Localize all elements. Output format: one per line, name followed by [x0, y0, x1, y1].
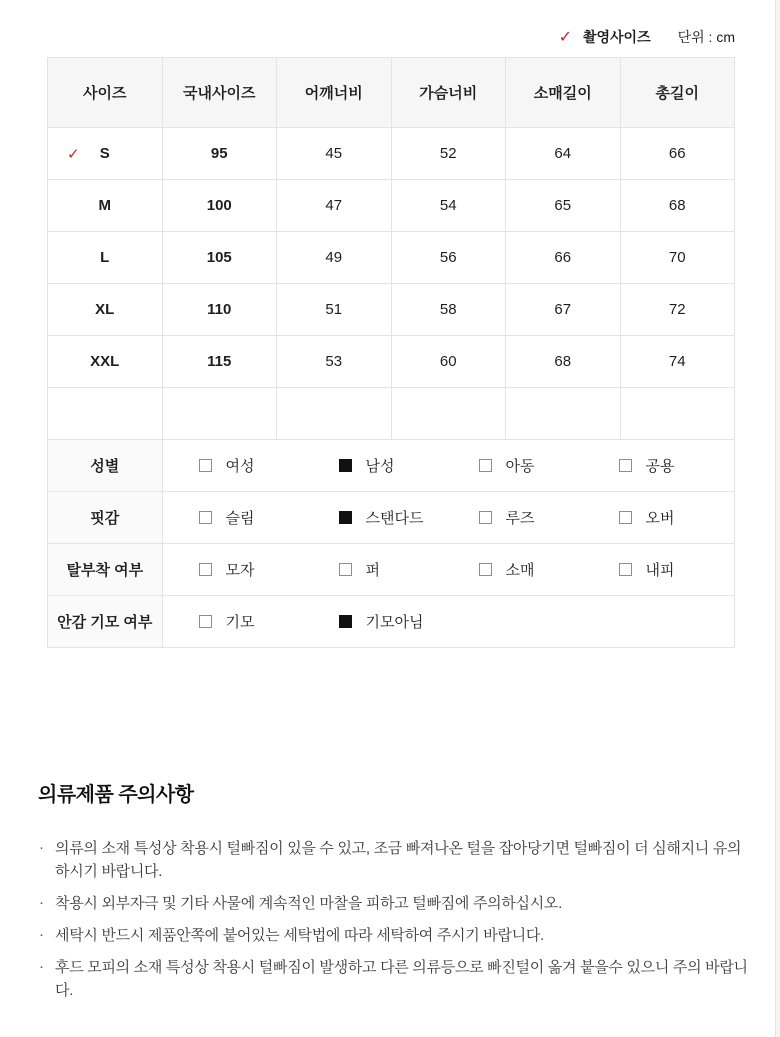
notice-section — [38, 778, 752, 1011]
measure-cell: 72 — [620, 284, 735, 336]
size-row-m — [48, 180, 735, 232]
size-label: L — [100, 249, 110, 266]
size-row-xxl — [48, 336, 735, 388]
spec-option — [619, 455, 759, 476]
measure-cell: 58 — [391, 284, 506, 336]
checkbox-unchecked-icon — [479, 511, 492, 524]
checkbox-unchecked-icon — [199, 459, 212, 472]
spec-option — [199, 507, 339, 528]
option-label: 모자 — [225, 562, 255, 579]
option-label: 퍼 — [365, 562, 380, 579]
measure-cell: 52 — [391, 128, 506, 180]
spec-option — [339, 507, 479, 528]
spec-label: 안감 기모 여부 — [48, 596, 163, 648]
spec-label: 탈부착 여부 — [48, 544, 163, 596]
size-table-head — [48, 58, 735, 128]
spec-row — [48, 544, 735, 596]
size-label: XXL — [90, 353, 120, 370]
page-edge-strip — [775, 0, 780, 1037]
notice-title: 의류제품 주의사항 — [38, 784, 194, 806]
size-name-cell — [48, 128, 163, 180]
checkbox-unchecked-icon — [199, 511, 212, 524]
size-row-xl — [48, 284, 735, 336]
options-wrap — [163, 559, 735, 580]
measure-cell: 68 — [506, 336, 621, 388]
options-wrap — [163, 455, 735, 476]
red-check-icon: ✓ — [558, 29, 572, 46]
checkbox-unchecked-icon — [199, 615, 212, 628]
checkbox-unchecked-icon — [619, 459, 632, 472]
notice-item — [38, 924, 752, 947]
option-label: 남성 — [365, 458, 395, 475]
notice-item — [38, 956, 752, 1002]
measure-cell: 51 — [277, 284, 392, 336]
size-legend — [559, 27, 735, 47]
bullet-dot-icon: · — [39, 926, 44, 943]
notice-text: 의류의 소재 특성상 착용시 털빠짐이 있을 수 있고, 조금 빠져나온 털을 잡아당기면 털빠짐이 더 심해지니 유의하시기 바랍니다. — [55, 840, 742, 880]
empty-cell — [162, 388, 277, 440]
notice-text: 착용시 외부자극 및 기타 사물에 계속적인 마찰을 피하고 털빠짐에 주의하십시오. — [55, 895, 562, 912]
measure-cell: 100 — [162, 180, 277, 232]
size-name-cell — [48, 336, 163, 388]
empty-cell — [277, 388, 392, 440]
spec-option — [619, 559, 759, 580]
spec-option — [479, 507, 619, 528]
notice-text: 세탁시 반드시 제품안쪽에 붙어있는 세탁법에 따라 세탁하여 주시기 바랍니다. — [55, 927, 544, 944]
empty-row — [48, 388, 735, 440]
option-label: 슬림 — [225, 510, 255, 527]
spec-option — [199, 611, 339, 632]
measure-cell: 105 — [162, 232, 277, 284]
option-label: 기모아님 — [365, 614, 424, 631]
measure-cell: 65 — [506, 180, 621, 232]
measure-cell: 110 — [162, 284, 277, 336]
unit-label: 단위 : cm — [677, 29, 735, 45]
measure-cell: 56 — [391, 232, 506, 284]
checkbox-unchecked-icon — [619, 511, 632, 524]
bullet-dot-icon: · — [39, 839, 44, 856]
checkbox-checked-icon — [339, 511, 352, 524]
size-table-header-row — [48, 58, 735, 128]
option-label: 공용 — [645, 458, 675, 475]
column-header-2: 어깨너비 — [277, 58, 392, 128]
options-wrap — [163, 611, 735, 632]
option-label: 스탠다드 — [365, 510, 424, 527]
notice-text: 후드 모피의 소재 특성상 착용시 털빠짐이 발생하고 다른 의류등으로 빠진털이 옮겨 붙을수 있으니 주의 바랍니다. — [55, 959, 748, 999]
bullet-dot-icon: · — [39, 958, 44, 975]
size-name-cell — [48, 180, 163, 232]
measure-cell: 60 — [391, 336, 506, 388]
legend-label: 촬영사이즈 — [582, 29, 651, 45]
spec-label: 핏감 — [48, 492, 163, 544]
notice-item — [38, 837, 752, 883]
empty-cell — [391, 388, 506, 440]
column-header-4: 소매길이 — [506, 58, 621, 128]
option-label: 루즈 — [505, 510, 535, 527]
size-label: S — [99, 145, 110, 162]
spec-options-cell — [162, 492, 735, 544]
size-name-cell — [48, 232, 163, 284]
bullet-dot-icon: · — [39, 894, 44, 911]
checkbox-unchecked-icon — [199, 563, 212, 576]
spec-label: 성별 — [48, 440, 163, 492]
spec-option — [339, 559, 479, 580]
spec-options-cell — [162, 544, 735, 596]
measure-cell: 68 — [620, 180, 735, 232]
measure-cell: 47 — [277, 180, 392, 232]
empty-cell — [48, 388, 163, 440]
size-row-s — [48, 128, 735, 180]
notice-item — [38, 892, 752, 915]
checkbox-checked-icon — [339, 615, 352, 628]
size-table-body — [48, 128, 735, 648]
measure-cell: 67 — [506, 284, 621, 336]
column-header-3: 가슴너비 — [391, 58, 506, 128]
size-name-cell — [48, 284, 163, 336]
checkbox-unchecked-icon — [339, 563, 352, 576]
spec-option — [619, 507, 759, 528]
column-header-5: 총길이 — [620, 58, 735, 128]
option-label: 기모 — [225, 614, 255, 631]
options-wrap — [163, 507, 735, 528]
option-label: 내피 — [645, 562, 675, 579]
measure-cell: 53 — [277, 336, 392, 388]
spec-option — [199, 455, 339, 476]
selected-check-icon: ✓ — [67, 145, 80, 163]
measure-cell: 74 — [620, 336, 735, 388]
option-label: 아동 — [505, 458, 535, 475]
checkbox-unchecked-icon — [619, 563, 632, 576]
measure-cell: 70 — [620, 232, 735, 284]
spec-option — [339, 455, 479, 476]
spec-options-cell — [162, 596, 735, 648]
size-row-l — [48, 232, 735, 284]
spec-row — [48, 596, 735, 648]
measure-cell: 115 — [162, 336, 277, 388]
option-label: 여성 — [225, 458, 255, 475]
measure-cell: 64 — [506, 128, 621, 180]
empty-cell — [620, 388, 735, 440]
option-label: 오버 — [645, 510, 675, 527]
size-table — [47, 57, 735, 648]
option-label: 소매 — [505, 562, 535, 579]
spec-option — [479, 559, 619, 580]
size-label: M — [98, 197, 111, 214]
spec-option — [199, 559, 339, 580]
empty-cell — [506, 388, 621, 440]
spec-option — [479, 455, 619, 476]
spec-options-cell — [162, 440, 735, 492]
spec-row — [48, 492, 735, 544]
measure-cell: 66 — [620, 128, 735, 180]
measure-cell: 54 — [391, 180, 506, 232]
checkbox-unchecked-icon — [479, 459, 492, 472]
size-label: XL — [95, 301, 115, 318]
measure-cell: 49 — [277, 232, 392, 284]
measure-cell: 66 — [506, 232, 621, 284]
column-header-0: 사이즈 — [48, 58, 163, 128]
measure-cell: 95 — [162, 128, 277, 180]
column-header-1: 국내사이즈 — [162, 58, 277, 128]
checkbox-unchecked-icon — [479, 563, 492, 576]
measure-cell: 45 — [277, 128, 392, 180]
notice-list — [38, 837, 752, 1002]
spec-row — [48, 440, 735, 492]
checkbox-checked-icon — [339, 459, 352, 472]
spec-option — [339, 611, 479, 632]
